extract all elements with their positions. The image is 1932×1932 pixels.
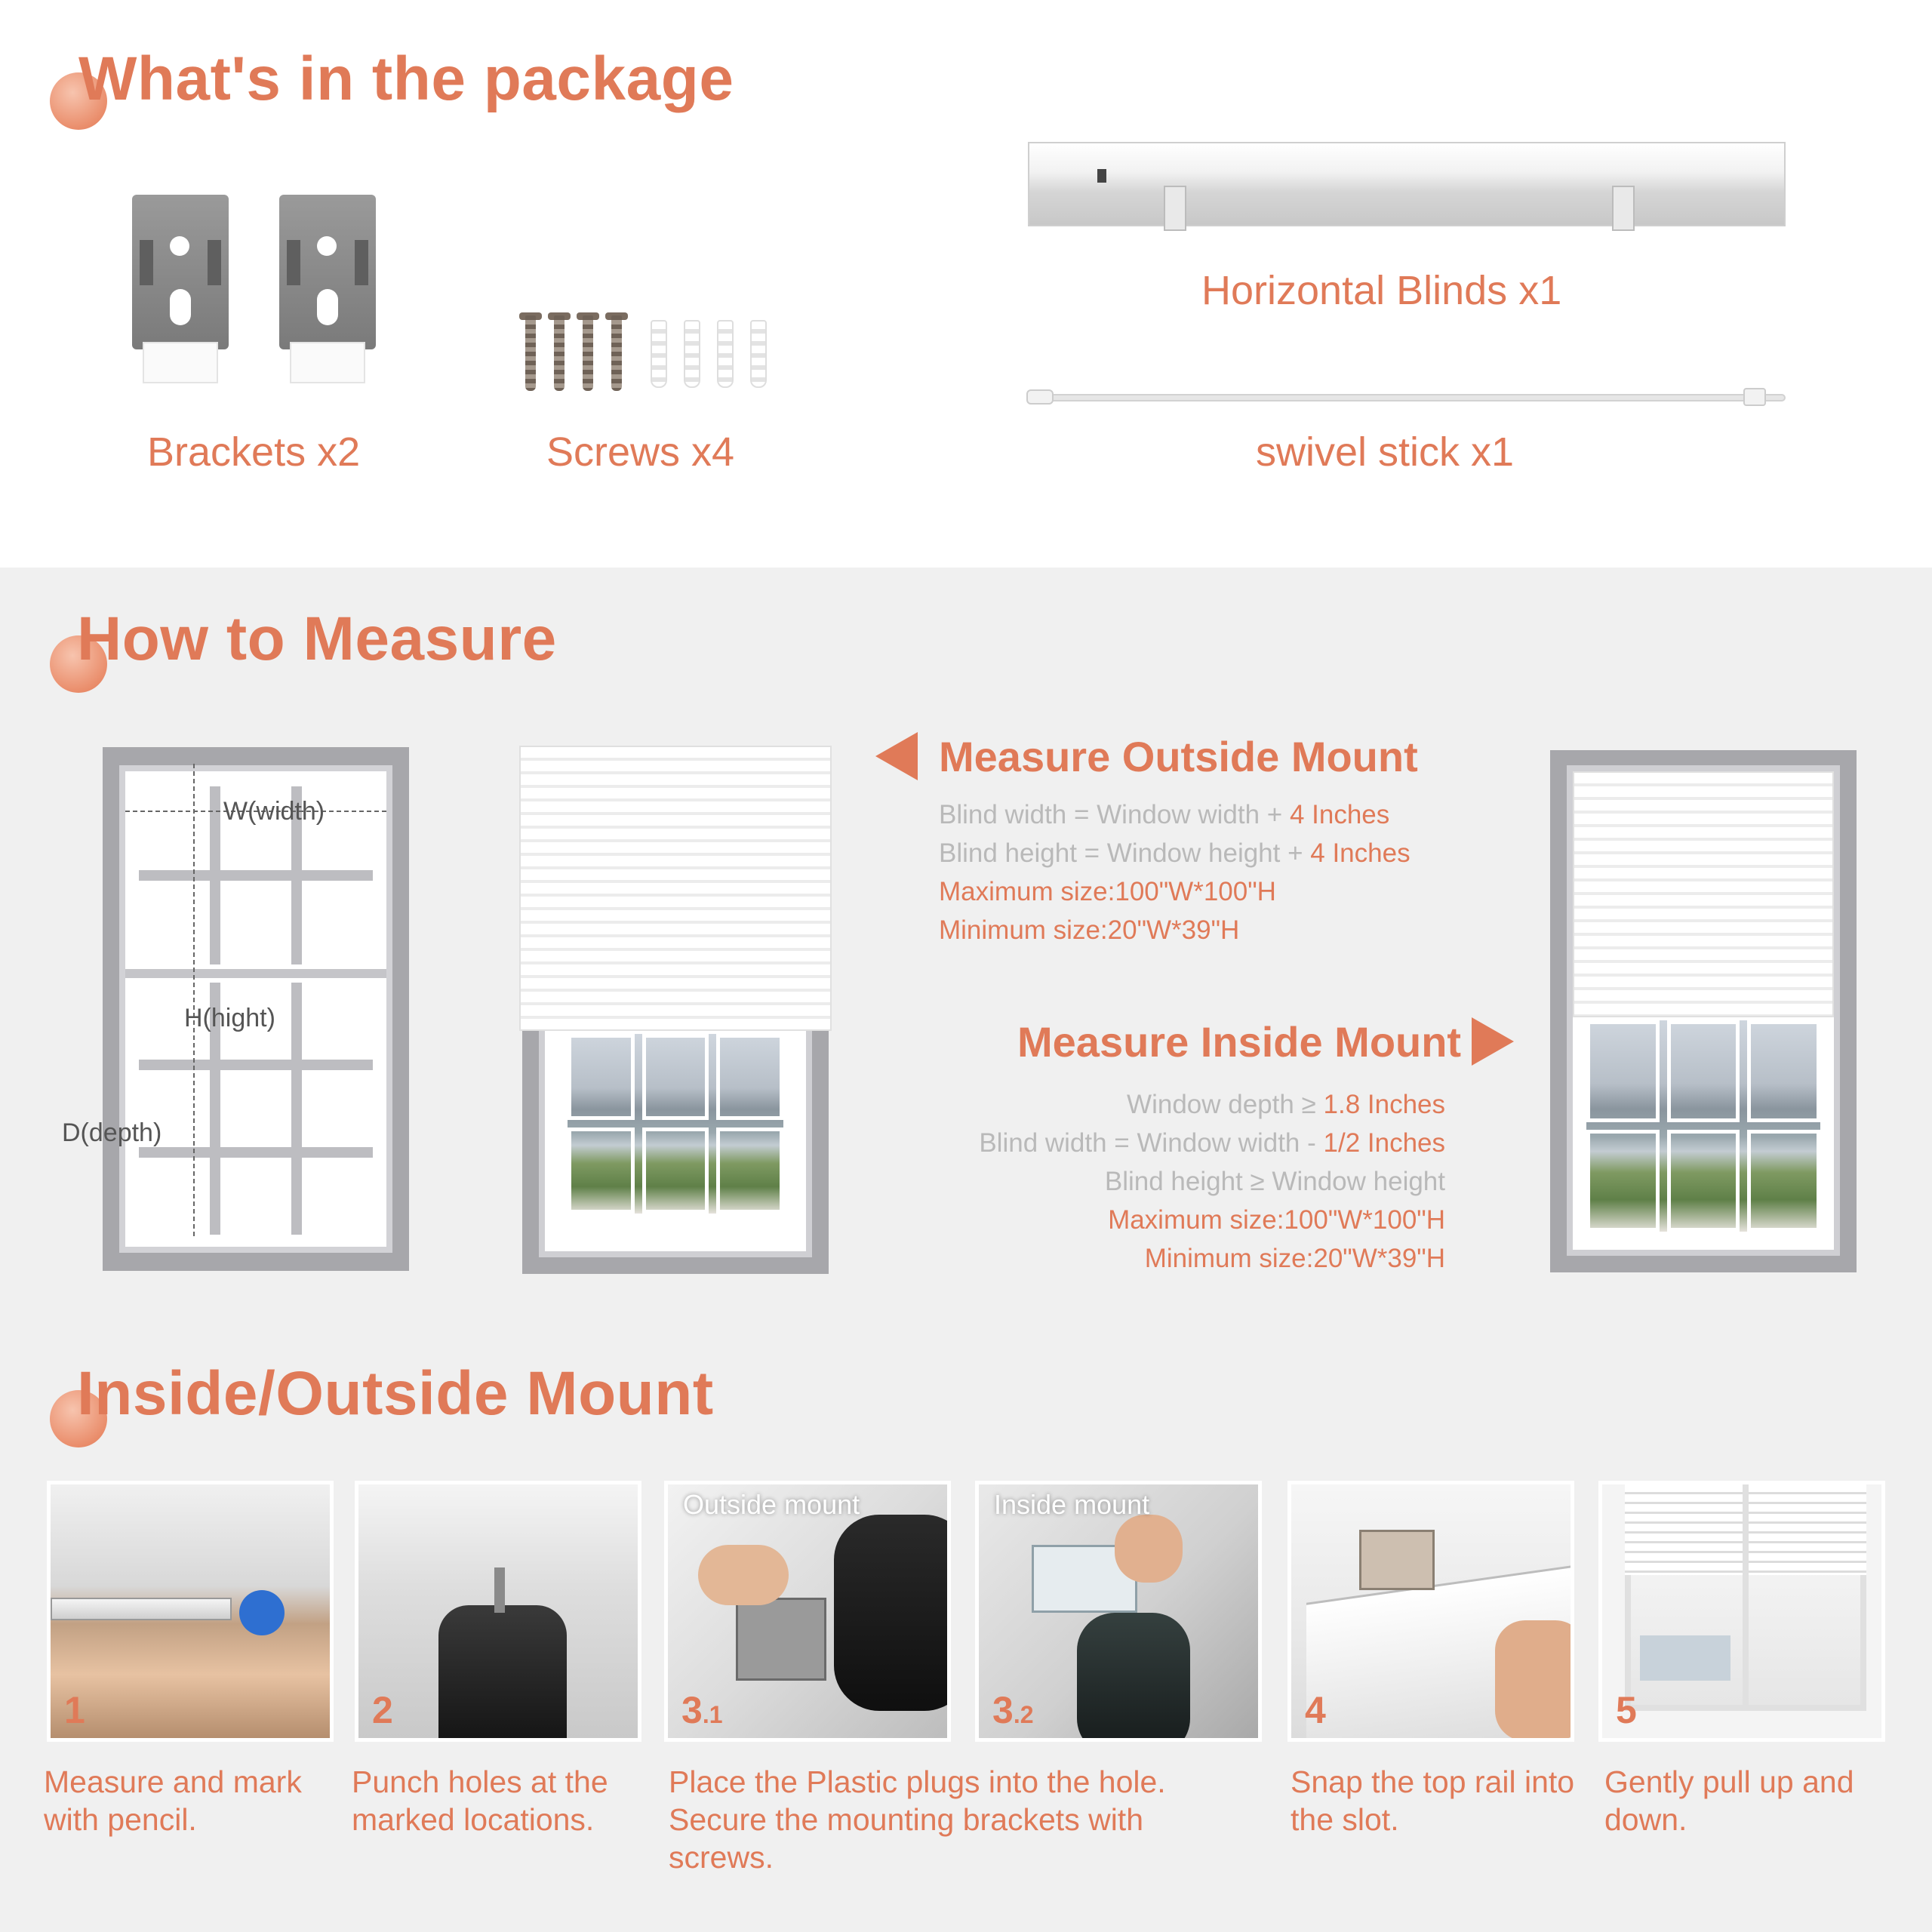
arrow-left-icon xyxy=(875,732,918,780)
step-3-text: Place the Plastic plugs into the hole. Secure the mounting brackets with screws. xyxy=(669,1764,1166,1875)
outside-mount-title: Measure Outside Mount xyxy=(939,733,1418,780)
outside-spec-line: Blind height = Window height + 4 Inches xyxy=(939,838,1411,868)
inside-spec-line: Window depth ≥ 1.8 Inches xyxy=(1127,1090,1445,1119)
step-4-image xyxy=(1287,1481,1574,1742)
step-3-2-image xyxy=(975,1481,1262,1742)
inside-mount-illustration xyxy=(1550,750,1857,1272)
step-tag: Outside mount xyxy=(683,1489,860,1520)
step-number: 5 xyxy=(1616,1689,1637,1731)
inside-spec-line: Blind width = Window width - 1/2 Inches xyxy=(979,1128,1445,1158)
mount-title: Inside/Outside Mount xyxy=(77,1359,714,1428)
outside-spec-line: Blind width = Window width + 4 Inches xyxy=(939,800,1390,829)
measure-title: How to Measure xyxy=(77,605,557,673)
width-label: W(width) xyxy=(223,797,325,826)
step-number: 3.2 xyxy=(992,1689,1034,1731)
step-number: 2 xyxy=(372,1689,393,1731)
height-label: H(hight) xyxy=(184,1004,275,1032)
step-number: 3.1 xyxy=(681,1689,723,1731)
inside-spec-line: Blind height ≥ Window height xyxy=(1104,1167,1445,1196)
blinds-headrail-image xyxy=(1028,142,1786,226)
outside-spec-line: Maximum size:100"W*100"H xyxy=(939,877,1276,906)
outside-spec-line: Minimum size:20"W*39"H xyxy=(939,915,1240,945)
step-5-text: Gently pull up and down. xyxy=(1604,1764,1854,1837)
step-number: 4 xyxy=(1305,1689,1326,1731)
swivel-label: swivel stick x1 xyxy=(1256,429,1515,475)
swivel-stick-image xyxy=(1028,394,1786,401)
outside-mount-illustration xyxy=(522,747,829,1274)
screws-label: Screws x4 xyxy=(546,429,735,475)
step-1-image xyxy=(47,1481,334,1742)
step-4-text: Snap the top rail into the slot. xyxy=(1291,1764,1575,1837)
step-5-image xyxy=(1598,1481,1885,1742)
bracket-image xyxy=(279,195,376,383)
package-section xyxy=(0,0,1932,568)
inside-spec-line: Maximum size:100"W*100"H xyxy=(1108,1205,1445,1235)
depth-label: D(depth) xyxy=(62,1118,162,1147)
step-1-text: Measure and mark with pencil. xyxy=(44,1764,302,1837)
brackets-label: Brackets x2 xyxy=(147,429,361,475)
inside-spec-line: Minimum size:20"W*39"H xyxy=(1144,1244,1445,1273)
inside-mount-title: Measure Inside Mount xyxy=(1017,1018,1462,1066)
step-2-image xyxy=(355,1481,641,1742)
blinds-label: Horizontal Blinds x1 xyxy=(1201,268,1562,313)
package-title: What's in the package xyxy=(78,45,734,113)
bracket-image xyxy=(132,195,229,383)
step-2-text: Punch holes at the marked locations. xyxy=(352,1764,608,1837)
arrow-right-icon xyxy=(1472,1017,1514,1066)
step-3-1-image xyxy=(664,1481,951,1742)
step-tag: Inside mount xyxy=(994,1489,1150,1520)
step-number: 1 xyxy=(64,1689,85,1731)
